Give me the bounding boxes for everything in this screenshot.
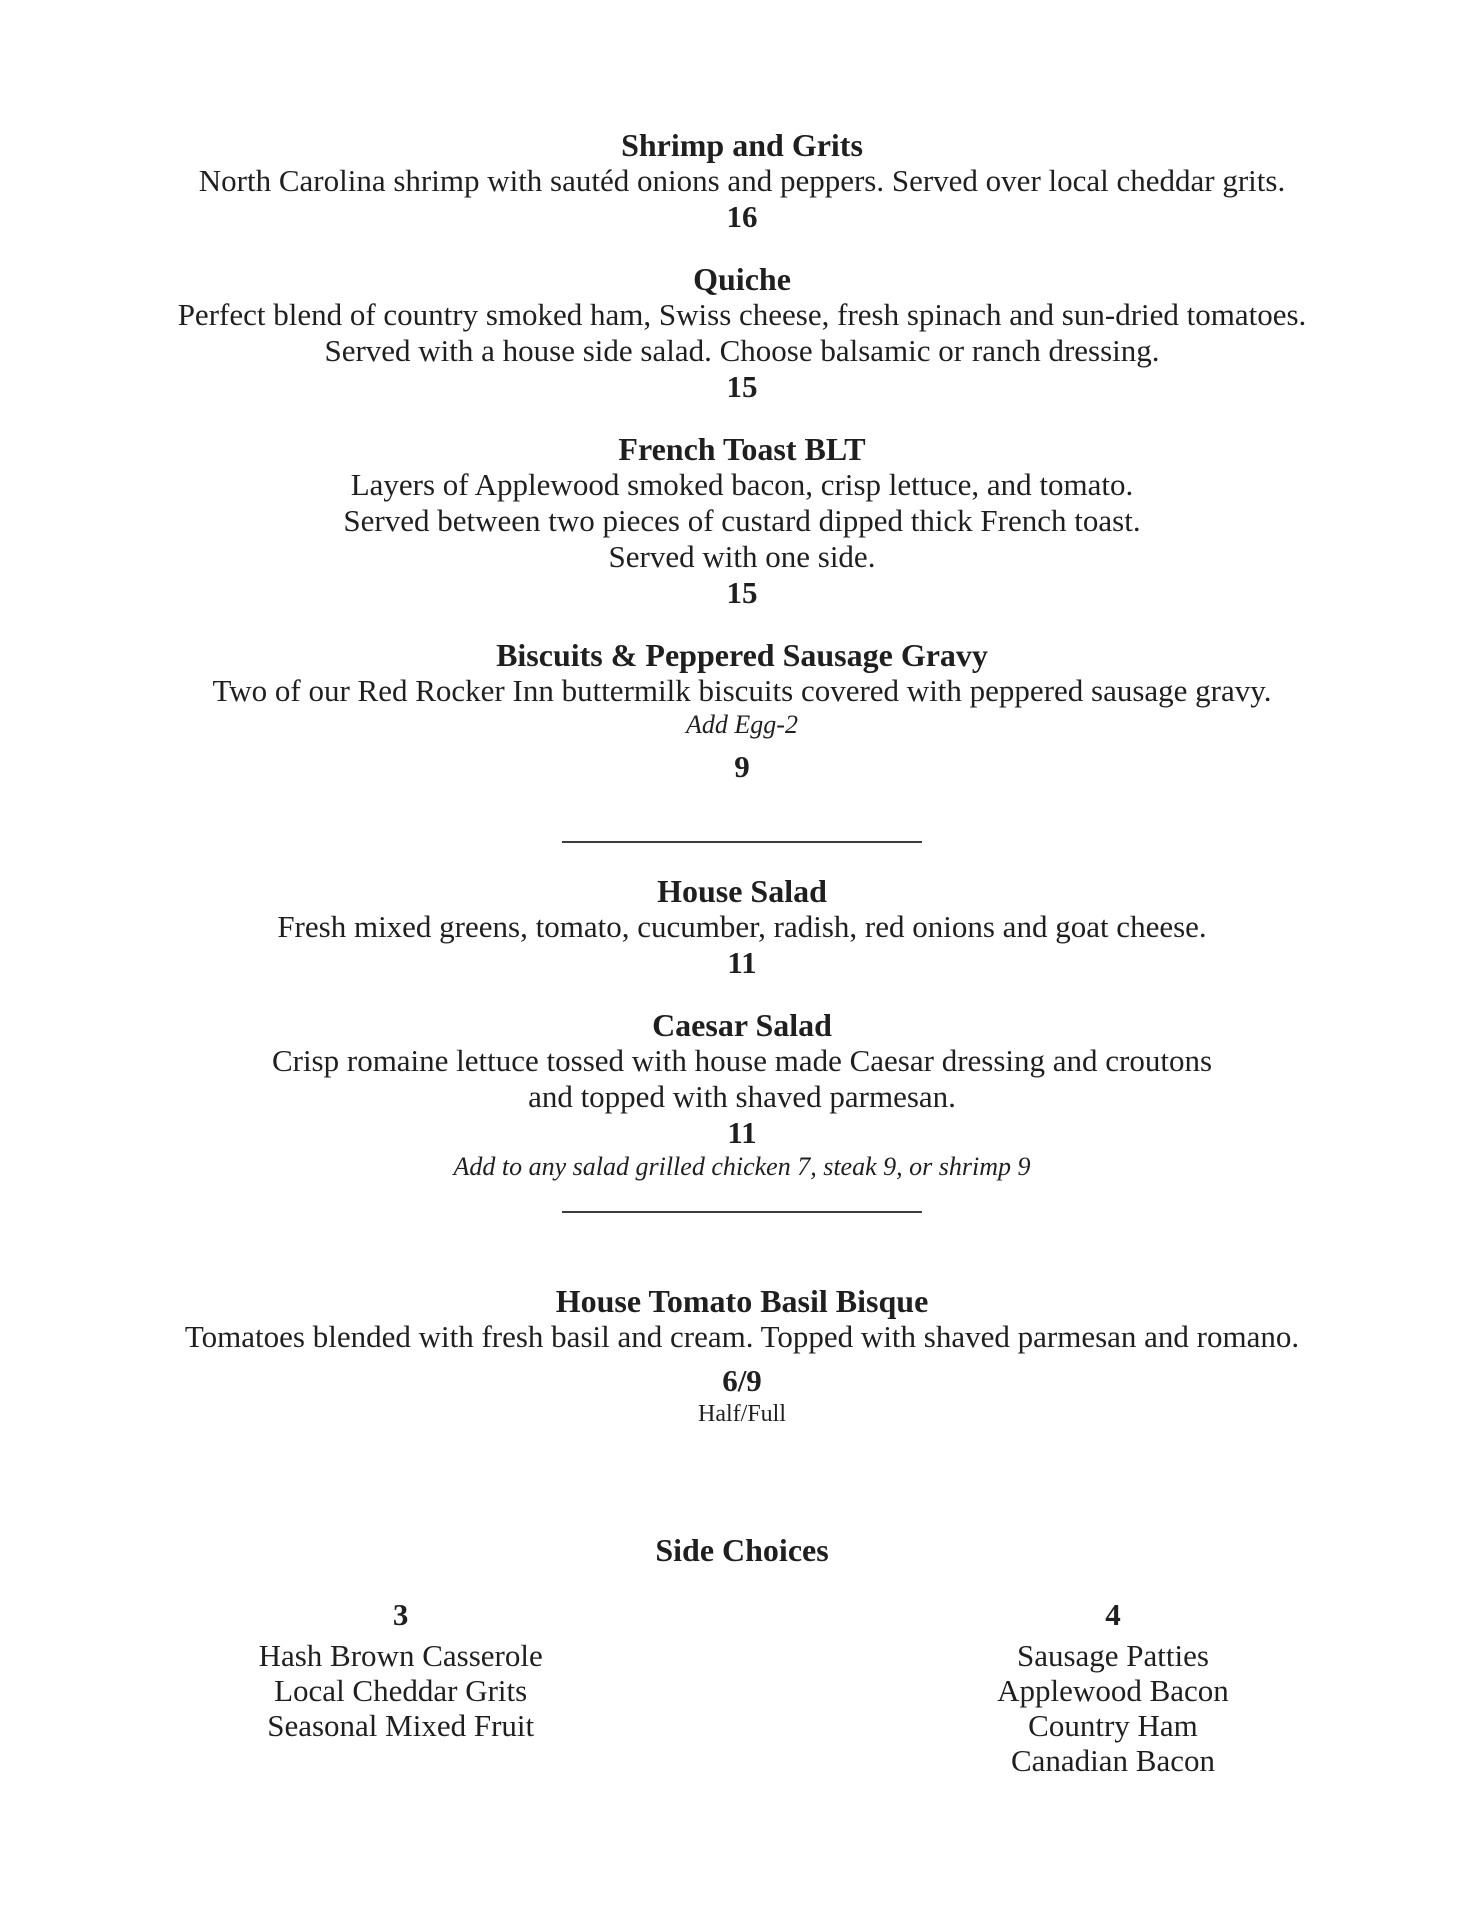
item-name: Quiche: [693, 261, 791, 297]
item-description-line: Served with a house side salad. Choose balsamic or ranch dressing.: [324, 333, 1160, 368]
side-item: Local Cheddar Grits: [274, 1673, 528, 1708]
menu-item-quiche: [0, 261, 1484, 405]
item-description-line: and topped with shaved parmesan.: [528, 1079, 956, 1114]
item-price: 15: [726, 369, 758, 404]
side-column-price: 4: [1105, 1597, 1121, 1632]
item-price: 6/9: [722, 1363, 762, 1398]
item-description-line: Fresh mixed greens, tomato, cucumber, radish, red onions and goat cheese.: [277, 909, 1207, 944]
item-description-line: Served with one side.: [608, 539, 876, 574]
side-choices-section: [0, 1532, 1484, 1778]
item-name: House Salad: [657, 873, 827, 909]
side-columns: [0, 1597, 1484, 1778]
side-item: Hash Brown Casserole: [258, 1638, 543, 1673]
item-price: 16: [726, 199, 758, 234]
menu-item-caesar-salad: [0, 1007, 1484, 1183]
item-description-line: North Carolina shrimp with sautéd onions and peppers. Served over local cheddar grits.: [198, 163, 1286, 198]
side-item: Canadian Bacon: [1010, 1743, 1215, 1778]
side-column-left: [193, 1597, 609, 1778]
item-description-line: Perfect blend of country smoked ham, Swiss cheese, fresh spinach and sun-dried tomatoes.: [177, 297, 1307, 332]
item-name: Caesar Salad: [652, 1007, 832, 1043]
section-divider: [562, 841, 922, 843]
item-price-note: Half/Full: [698, 1401, 786, 1427]
side-column-right: [905, 1597, 1321, 1778]
menu-item-shrimp-and-grits: [0, 127, 1484, 235]
menu-item-biscuits-and-gravy: [0, 637, 1484, 785]
section-divider: [562, 1211, 922, 1213]
item-description-line: Crisp romaine lettuce tossed with house made Caesar dressing and croutons: [271, 1043, 1213, 1078]
item-name: House Tomato Basil Bisque: [555, 1283, 929, 1319]
item-description-line: Two of our Red Rocker Inn buttermilk biscuits covered with peppered sausage gravy.: [212, 673, 1272, 708]
side-item: Sausage Patties: [1016, 1638, 1209, 1673]
item-price: 11: [727, 945, 757, 980]
side-choices-title: Side Choices: [655, 1532, 829, 1568]
item-description-line: Tomatoes blended with fresh basil and cream. Topped with shaved parmesan and romano.: [184, 1319, 1300, 1354]
item-name: Biscuits & Peppered Sausage Gravy: [496, 637, 988, 673]
item-description-line: Served between two pieces of custard dipped thick French toast.: [343, 503, 1141, 538]
side-item: Seasonal Mixed Fruit: [267, 1708, 535, 1743]
menu-item-house-salad: [0, 873, 1484, 981]
item-name: Shrimp and Grits: [621, 127, 863, 163]
item-note: Add Egg-2: [686, 710, 798, 739]
menu-item-french-toast-blt: [0, 431, 1484, 611]
side-item: Applewood Bacon: [997, 1673, 1229, 1708]
item-price: 11: [727, 1115, 757, 1150]
side-column-price: 3: [392, 1597, 409, 1632]
item-price: 9: [734, 749, 750, 784]
side-item: Country Ham: [1028, 1708, 1198, 1743]
item-description-line: Layers of Applewood smoked bacon, crisp lettuce, and tomato.: [350, 467, 1134, 502]
item-name: French Toast BLT: [618, 431, 866, 467]
salad-addon-note: Add to any salad grilled chicken 7, steak 9, or shrimp 9: [453, 1152, 1031, 1181]
menu-item-tomato-basil-bisque: [0, 1283, 1484, 1429]
item-price: 15: [726, 575, 758, 610]
